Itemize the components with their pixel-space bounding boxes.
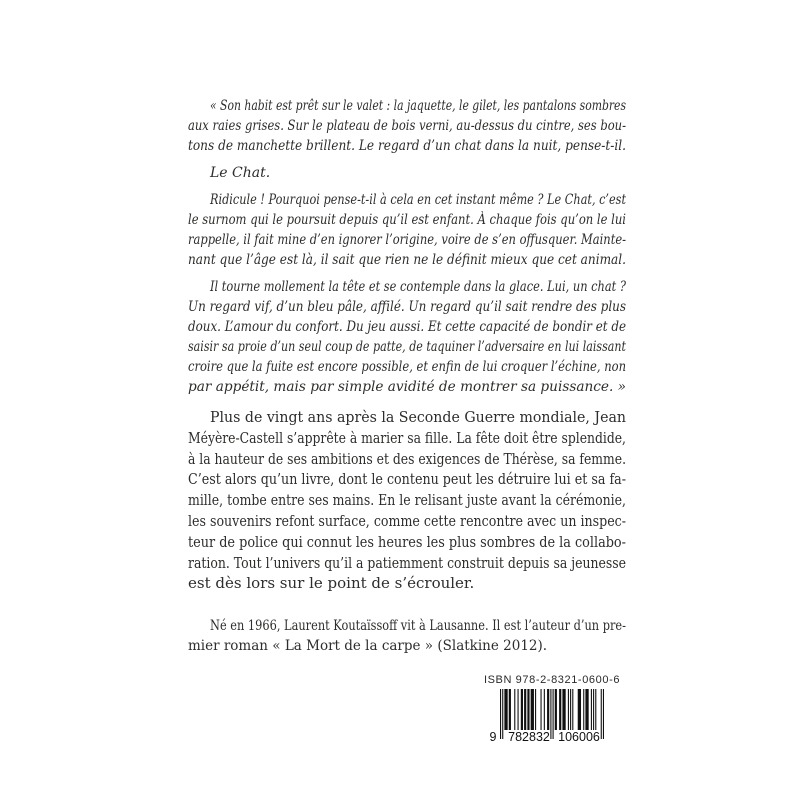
ean13-barcode [489, 689, 604, 747]
text-line: rappelle, il fait mine d’en ignorer l’origine, voire de s’en offusquer. Mainte- [188, 232, 626, 248]
text-line: à la hauteur de ses ambitions et des exigences de Thérèse, sa femme. [188, 449, 626, 468]
text-line: doux. L’amour du confort. Du jeu aussi. Et cette capacité de bondir et de [188, 319, 626, 335]
text-line: Il tourne mollement la tête et se contemple dans la glace. Lui, un chat ? [210, 279, 626, 295]
text-line: les souvenirs refont surface, comme cette rencontre avec un inspec- [188, 511, 626, 530]
author-bio [188, 616, 626, 656]
text-line: nant que l’âge est là, il sait que rien ne le définit mieux que cet animal. [188, 252, 626, 268]
quote-paragraph-4 [188, 277, 626, 397]
text-line: par appétit, mais par simple avidité de montrer sa puissance. » [188, 379, 626, 395]
quote-paragraph-2 [188, 163, 626, 183]
quote-paragraph-3 [188, 190, 626, 270]
text-line: ration. Tout l’univers qu’il a patiemment construit depuis sa jeunesse [188, 553, 626, 572]
text-line: mier roman « La Mort de la carpe » (Slatkine 2012). [188, 638, 548, 654]
text-line: Ridicule ! Pourquoi pense-t-il à cela en cet instant même ? Le Chat, c’est [210, 192, 626, 208]
text-line: teur de police qui connut les heures les plus sombres de la collabo- [188, 532, 626, 551]
barcode-left-digits: 782832 [508, 730, 550, 744]
text-line: tons de manchette brillent. Le regard d’un chat dans la nuit, pense-t-il. [188, 138, 626, 154]
text-line: « Son habit est prêt sur le valet : la jaquette, le gilet, les pantalons sombres [210, 98, 626, 114]
text-line: Un regard vif, d’un bleu pâle, affilé. Un regard qu’il sait rendre des plus [188, 299, 626, 315]
text-line: C’est alors qu’un livre, dont le contenu peut les détruire lui et sa fa- [188, 470, 626, 489]
quote-excerpt [188, 96, 626, 404]
synopsis [188, 407, 626, 594]
isbn-label: ISBN 978-2-8321-0600-6 [483, 674, 621, 686]
quote-paragraph-1 [188, 96, 626, 156]
text-line: aux raies grises. Sur le plateau de bois verni, au-dessus du cintre, ses bou- [188, 118, 626, 134]
text-line: est dès lors sur le point de s’écrouler. [188, 574, 475, 593]
text-line: Méyère-Castell s’apprête à marier sa fille. La fête doit être splendide, [188, 428, 626, 447]
text-line: Né en 1966, Laurent Koutaïssoff vit à Lausanne. Il est l’auteur d’un pre- [210, 618, 626, 634]
barcode-right-digits: 106006 [558, 730, 600, 744]
text-line: mille, tombe entre ses mains. En le relisant juste avant la cérémonie, [188, 491, 626, 510]
text-line: saisir sa proie d’un seul coup de patte, de taquiner l’adversaire en lui laissant [188, 339, 626, 355]
text-line: le surnom qui le poursuit depuis qu’il est enfant. À chaque fois qu’on le lui [188, 212, 626, 228]
barcode-first-digit: 9 [489, 730, 497, 744]
text-line: croire que la fuite est encore possible, et enfin de lui croquer l’échine, non [188, 359, 626, 375]
text-line: Le Chat. [210, 165, 271, 181]
text-line: Plus de vingt ans après la Seconde Guerre mondiale, Jean [210, 408, 626, 426]
